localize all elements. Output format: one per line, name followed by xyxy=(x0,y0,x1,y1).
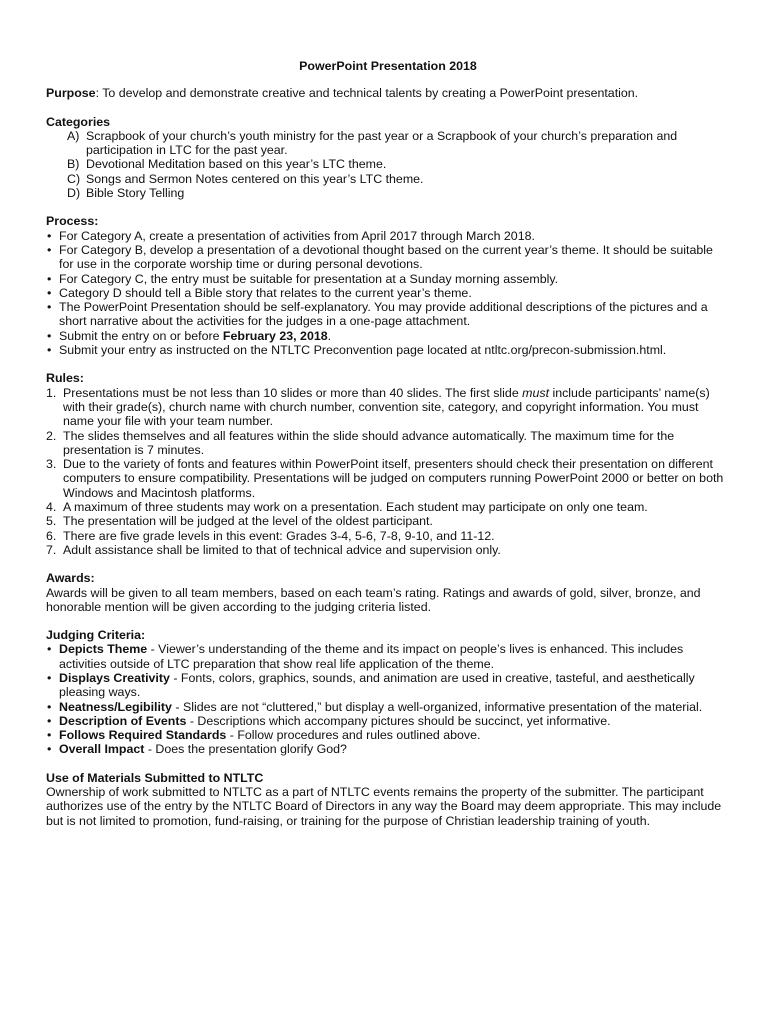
bullet: • xyxy=(47,670,52,685)
categories-section xyxy=(46,115,730,201)
page-title: PowerPoint Presentation 2018 xyxy=(299,59,477,73)
criterion-item xyxy=(46,728,730,742)
category-marker: C) xyxy=(67,171,81,186)
process-text: Category D should tell a Bible story that relates to the current year’s theme. xyxy=(59,285,472,300)
criterion-term: Description of Events xyxy=(59,713,187,728)
process-item xyxy=(46,286,730,300)
rule-item xyxy=(46,514,730,528)
rule-text: A maximum of three students may work on a presentation. Each student may participate on only one team. xyxy=(63,500,648,515)
rule-marker: 5. xyxy=(46,514,57,529)
bullet: • xyxy=(47,285,52,300)
rule-item xyxy=(46,500,730,514)
criterion-term: Depicts Theme xyxy=(59,642,148,657)
awards-section xyxy=(46,571,730,614)
bullet: • xyxy=(47,300,52,315)
rule-marker: 1. xyxy=(46,385,57,400)
process-section xyxy=(46,214,730,357)
criterion-item xyxy=(46,714,730,728)
criterion-item xyxy=(46,700,730,714)
bullet: • xyxy=(47,742,52,757)
bullet: • xyxy=(47,728,52,743)
judging-list xyxy=(46,642,730,756)
criterion-term: Displays Creativity xyxy=(59,670,170,685)
process-text: The PowerPoint Presentation should be self-explanatory. You may provide additional descriptions of the pictures and a short narrative about the activities for the judges in a one-page attachment. xyxy=(59,300,708,329)
category-text: Bible Story Telling xyxy=(86,186,185,201)
criterion-item xyxy=(46,671,730,700)
materials-section xyxy=(46,771,730,828)
rule-text: The presentation will be judged at the level of the oldest participant. xyxy=(63,514,433,529)
bullet: • xyxy=(47,699,52,714)
purpose-paragraph xyxy=(46,86,730,100)
bullet: • xyxy=(47,271,52,286)
purpose-text: : To develop and demonstrate creative and technical talents by creating a PowerPoint presentation. xyxy=(95,86,639,101)
rule-item xyxy=(46,529,730,543)
categories-list xyxy=(46,129,730,200)
criterion-term: Neatness/Legibility xyxy=(59,699,172,714)
rule-item xyxy=(46,429,730,458)
rule1-text-b: include participants’ name(s) with their grade(s), church name with church number, convention site, category, and copyright information. You must name your file with your team number. xyxy=(63,385,710,429)
category-text: Songs and Sermon Notes centered on this year’s LTC theme. xyxy=(86,171,424,186)
submit-text: Submit your entry as instructed on the NTLTC Preconvention page located at ntltc.org/precon-submission.html. xyxy=(59,343,667,358)
rule-marker: 4. xyxy=(46,500,57,515)
awards-text: Awards will be given to all team members, based on each team’s rating. Ratings and awards of gold, silver, bronze, and honorable mention will be given according to the judging criteria listed. xyxy=(46,585,701,614)
category-marker: D) xyxy=(67,186,81,201)
rule-text: There are five grade levels in this event: Grades 3-4, 5-6, 7-8, 9-10, and 11-12. xyxy=(63,528,495,543)
bullet: • xyxy=(47,328,52,343)
process-text: For Category B, develop a presentation of a devotional thought based on the current year’s theme. It should be suitable for use in the corporate worship time or during personal devotions. xyxy=(59,242,713,272)
rule1-text-a: Presentations must be not less than 10 slides or more than 40 slides. The first slide xyxy=(63,385,523,400)
judging-section xyxy=(46,628,730,757)
rule-text: The slides themselves and all features within the slide should advance automatically. The maximum time for the presentation is 7 minutes. xyxy=(63,428,675,457)
criterion-term: Overall Impact xyxy=(59,742,145,757)
deadline-prefix: Submit the entry on or before xyxy=(59,328,223,343)
rule-text: Due to the variety of fonts and features within PowerPoint itself, presenters should check their presentation on different computers to ensure compatibility. Presentations will be judged on computers running PowerPoint 2000 or better on both Windows and Macintosh platforms. xyxy=(63,457,724,500)
rule-marker: 3. xyxy=(46,457,57,472)
bullet: • xyxy=(47,713,52,728)
bullet: • xyxy=(47,228,52,243)
rule-marker: 7. xyxy=(46,542,57,557)
process-item-deadline xyxy=(46,329,730,343)
rule1-emphasis: must xyxy=(522,385,550,400)
criterion-item xyxy=(46,742,730,756)
rule-text: Adult assistance shall be limited to that of technical advice and supervision only. xyxy=(63,542,501,557)
process-text: For Category A, create a presentation of activities from April 2017 through March 2018. xyxy=(59,228,535,243)
materials-text: Ownership of work submitted to NTLTC as a part of NTLTC events remains the property of the submitter. The participant authorizes use of the entry by the NTLTC Board of Directors in any way the Board may deem appropriate. This may include but is not limited to promotion, fund-raising, or training for the purpose of Christian leadership training of youth. xyxy=(46,785,722,828)
deadline-suffix: . xyxy=(327,328,332,343)
judging-heading: Judging Criteria: xyxy=(46,628,146,643)
rule-marker: 2. xyxy=(46,428,57,443)
category-text: Devotional Meditation based on this year’s LTC theme. xyxy=(86,157,387,172)
awards-heading: Awards: xyxy=(46,571,95,586)
process-item xyxy=(46,229,730,243)
categories-heading: Categories xyxy=(46,114,111,129)
deadline-date: February 23, 2018 xyxy=(222,328,328,343)
rules-section xyxy=(46,371,730,557)
criterion-desc: - Slides are not “cluttered,” but display a well-organized, informative presentation of the material. xyxy=(171,699,703,714)
category-item xyxy=(46,172,730,186)
bullet: • xyxy=(47,242,52,257)
criterion-item xyxy=(46,642,730,671)
rules-list xyxy=(46,386,730,558)
process-item xyxy=(46,272,730,286)
category-item xyxy=(46,129,730,158)
criterion-desc: - Descriptions which accompany pictures should be succinct, yet informative. xyxy=(186,713,611,728)
criterion-term: Follows Required Standards xyxy=(59,728,227,743)
bullet: • xyxy=(47,642,52,657)
rules-heading: Rules: xyxy=(46,371,84,386)
process-text: For Category C, the entry must be suitable for presentation at a Sunday morning assembly. xyxy=(59,271,559,286)
purpose-label: Purpose xyxy=(46,86,96,101)
criterion-desc: - Follow procedures and rules outlined above. xyxy=(226,728,481,743)
category-marker: B) xyxy=(67,157,80,172)
rule-item xyxy=(46,386,730,429)
criterion-desc: - Does the presentation glorify God? xyxy=(144,742,347,757)
process-list xyxy=(46,229,730,358)
category-item xyxy=(46,157,730,171)
process-item xyxy=(46,243,730,272)
category-item xyxy=(46,186,730,200)
rule-marker: 6. xyxy=(46,528,57,543)
rule-item xyxy=(46,457,730,500)
criterion-desc: - Fonts, colors, graphics, sounds, and animation are used in creative, tasteful, and aesthetically pleasing ways. xyxy=(59,670,695,700)
bullet: • xyxy=(47,343,52,358)
process-item xyxy=(46,300,730,329)
category-text: Scrapbook of your church’s youth ministry for the past year or a Scrapbook of your church’s preparation and participation in LTC for the past year. xyxy=(86,128,678,158)
rule-item xyxy=(46,543,730,557)
materials-heading: Use of Materials Submitted to NTLTC xyxy=(46,770,264,785)
criterion-desc: - Viewer’s understanding of the theme and its impact on people’s lives is enhanced. This includes activities outside of LTC preparation that show real life application of the theme. xyxy=(59,642,684,671)
category-marker: A) xyxy=(67,128,80,143)
process-item-submit xyxy=(46,343,730,357)
process-heading: Process: xyxy=(46,214,99,229)
